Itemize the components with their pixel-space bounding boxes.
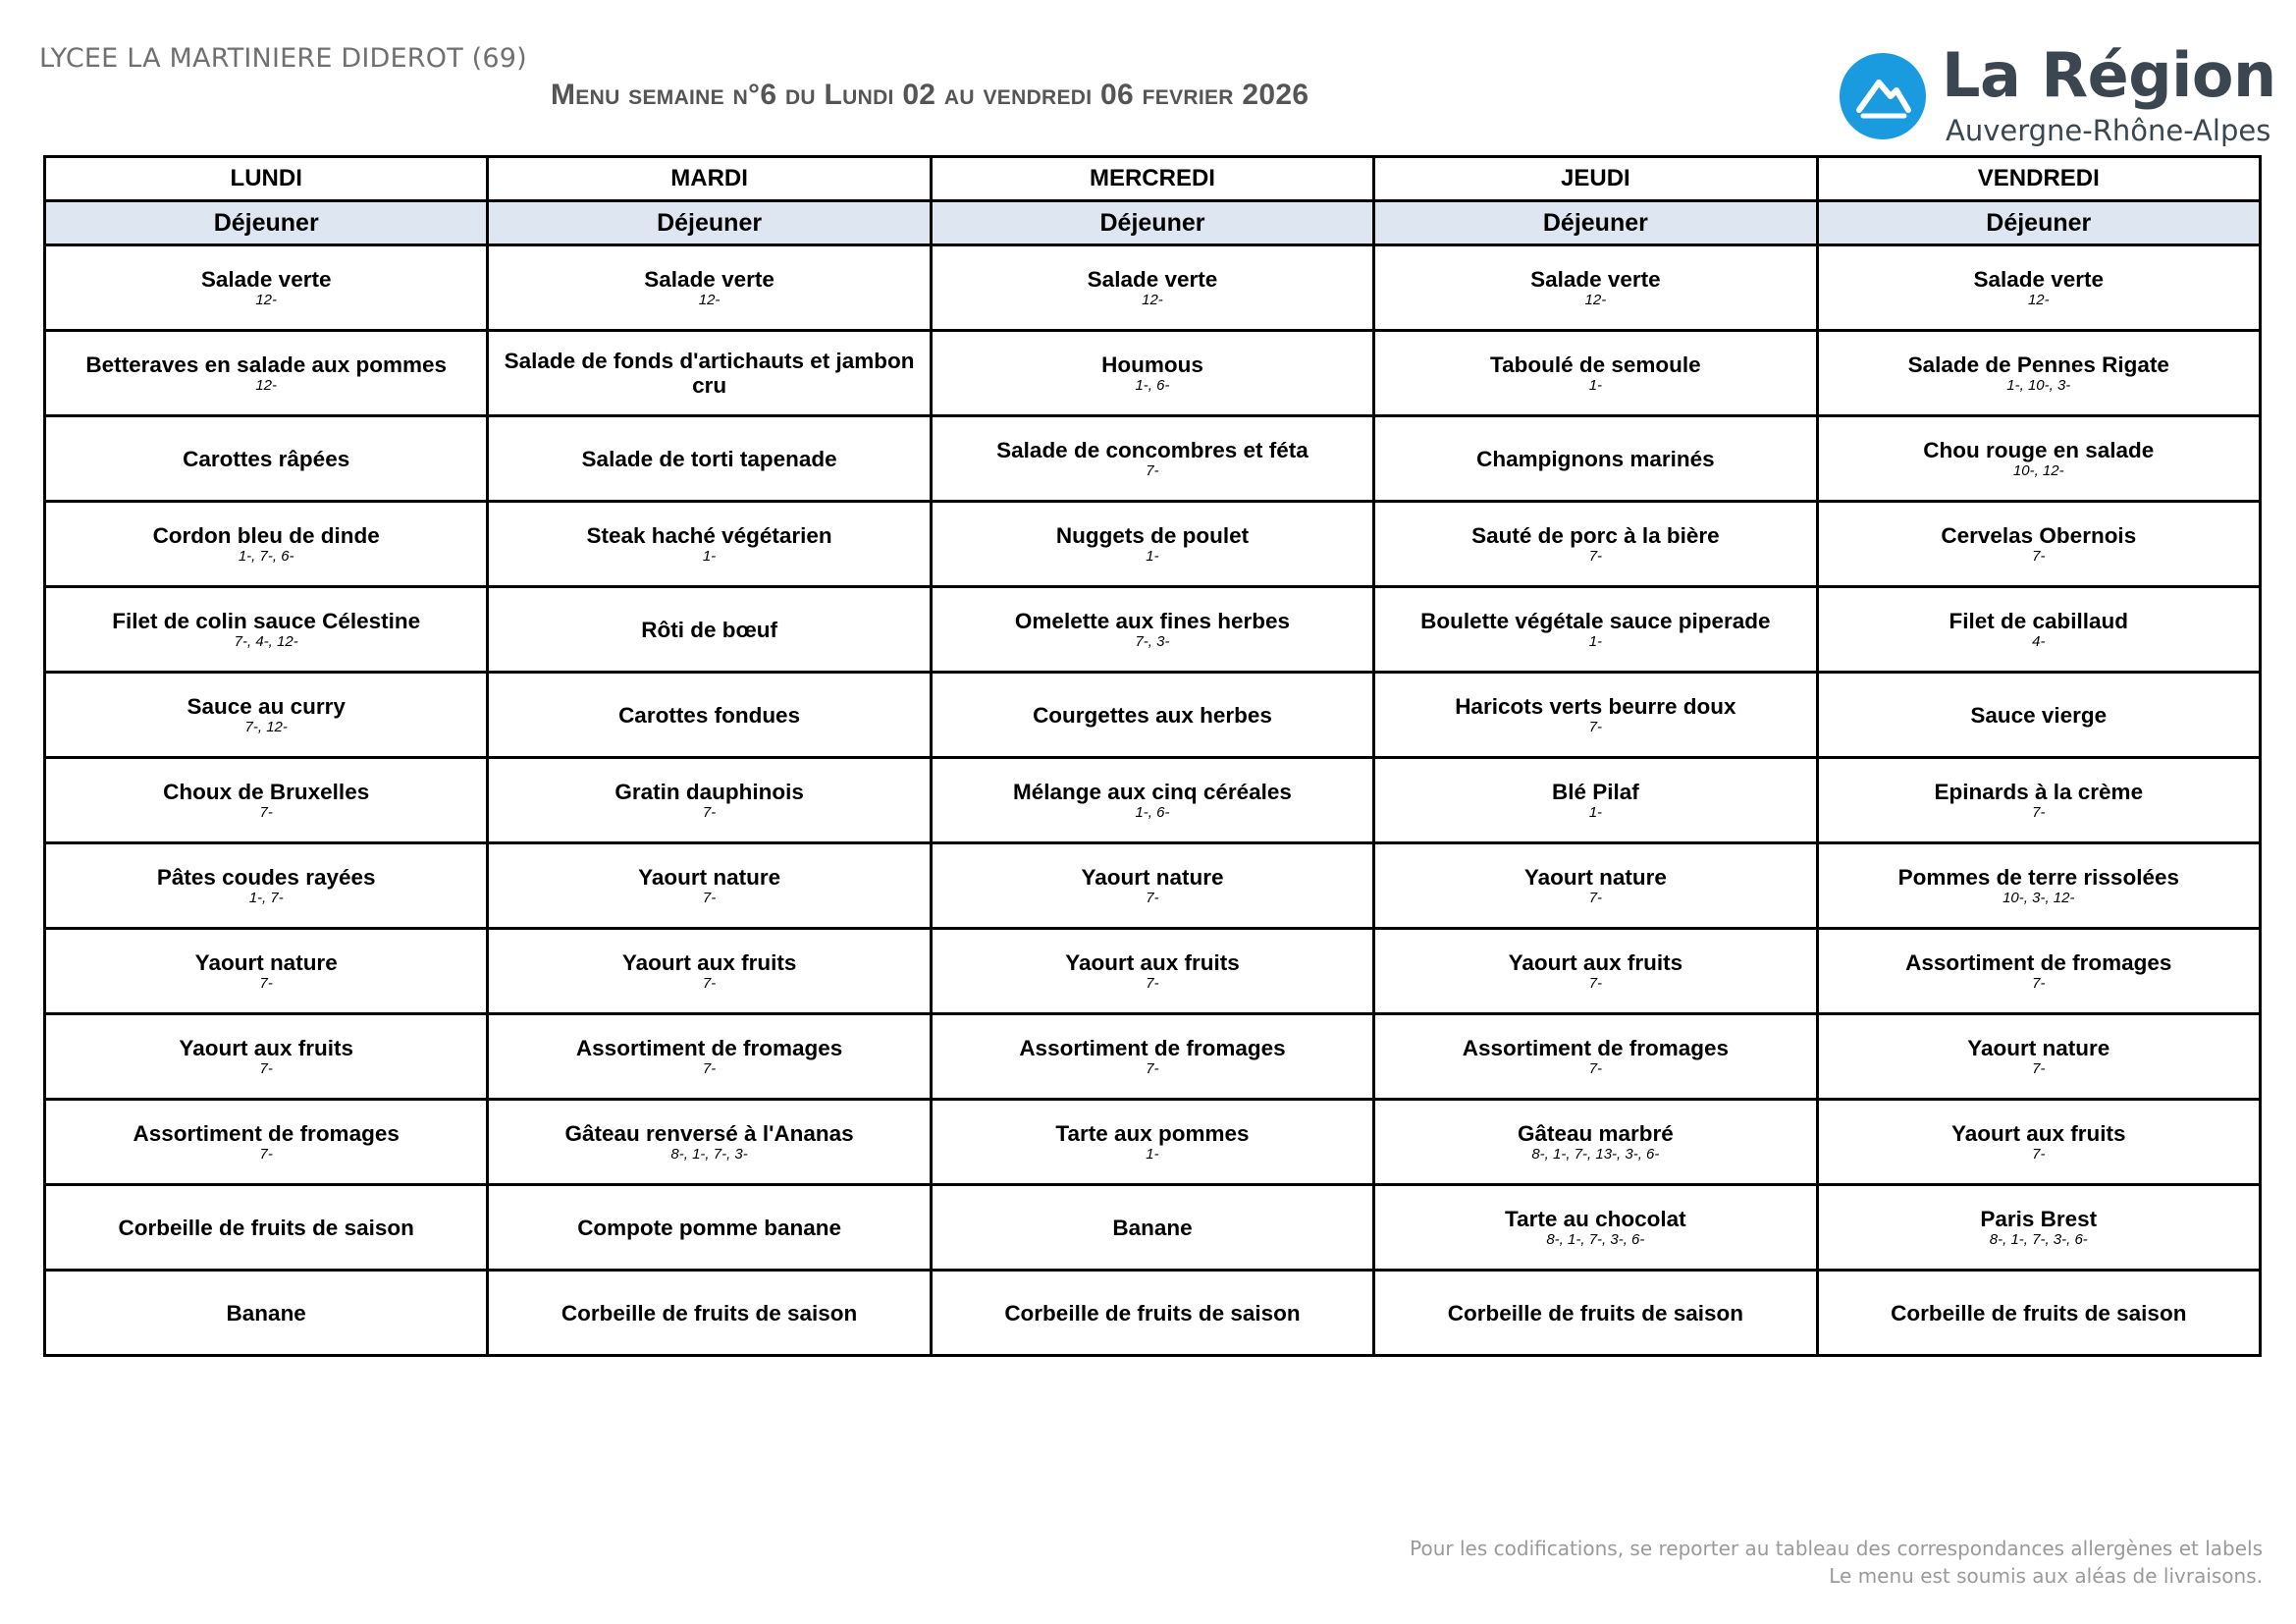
dish-name: Assortiment de fromages (133, 1121, 400, 1146)
allergen-codes: 7- (1588, 1060, 1603, 1077)
dish-row (45, 673, 2261, 758)
dish-name: Assortiment de fromages (1905, 950, 2172, 975)
dish-cell (488, 245, 931, 331)
dish-cell (931, 929, 1373, 1014)
day-header-row (45, 157, 2261, 201)
footer-line-deliveries: Le menu est soumis aux aléas de livraisons. (1829, 1564, 2263, 1588)
dish-cell (931, 416, 1373, 502)
dish-name: Haricots verts beurre doux (1455, 694, 1736, 719)
dish-cell (931, 1014, 1373, 1100)
dish-name: Banane (226, 1300, 306, 1326)
dish-cell (1374, 502, 1817, 587)
dish-name: Salade de Pennes Rigate (1907, 352, 2169, 377)
dish-row (45, 587, 2261, 673)
dish-cell (931, 758, 1373, 843)
dish-name: Pommes de terre rissolées (1897, 865, 2179, 890)
allergen-codes: 8-, 1-, 7-, 3- (670, 1146, 748, 1163)
dish-name: Salade verte (644, 267, 774, 292)
allergen-codes: 1- (1588, 633, 1603, 650)
dish-name: Salade de torti tapenade (581, 446, 837, 471)
dish-cell (1817, 929, 2260, 1014)
allergen-codes: 7- (1588, 890, 1603, 906)
dish-row (45, 1100, 2261, 1185)
dish-name: Corbeille de fruits de saison (1004, 1300, 1301, 1326)
allergen-codes: 1- (702, 548, 717, 565)
allergen-codes: 7- (702, 804, 717, 821)
footer-note (1410, 1535, 2263, 1590)
dish-cell (45, 587, 488, 673)
dish-cell (1374, 843, 1817, 929)
allergen-codes: 7- (1588, 975, 1603, 992)
dish-row (45, 331, 2261, 416)
allergen-codes: 1- (1146, 548, 1159, 565)
allergen-codes: 7-, 4-, 12- (234, 633, 298, 650)
allergen-codes: 12- (698, 292, 721, 308)
dish-cell (1817, 673, 2260, 758)
allergen-codes: 8-, 1-, 7-, 3-, 6- (1989, 1231, 2088, 1248)
allergen-codes: 7- (259, 1146, 273, 1163)
meal-header: Déjeuner (1817, 201, 2260, 245)
dish-name: Boulette végétale sauce piperade (1420, 609, 1771, 633)
dish-cell (1817, 502, 2260, 587)
dish-cell (45, 416, 488, 502)
allergen-codes: 10-, 3-, 12- (2002, 890, 2075, 906)
dish-name: Yaourt nature (638, 865, 781, 890)
allergen-codes: 7- (259, 804, 273, 821)
dish-cell (931, 843, 1373, 929)
dish-cell (1374, 245, 1817, 331)
allergen-codes: 7- (1146, 462, 1159, 479)
menu-table (43, 155, 2262, 1357)
allergen-codes: 7-, 3- (1135, 633, 1170, 650)
dish-cell (1374, 1185, 1817, 1271)
allergen-codes: 12- (2027, 292, 2050, 308)
meal-header: Déjeuner (488, 201, 931, 245)
dish-cell (45, 502, 488, 587)
dish-name: Sauté de porc à la bière (1471, 523, 1720, 548)
allergen-codes: 7- (2032, 1060, 2046, 1077)
dish-cell (488, 673, 931, 758)
dish-name: Assortiment de fromages (1462, 1036, 1730, 1060)
dish-cell (45, 245, 488, 331)
allergen-codes: 7- (2032, 804, 2046, 821)
dish-cell (1374, 673, 1817, 758)
allergen-codes: 1-, 10-, 3- (2006, 377, 2071, 394)
mountain-logo-icon (1840, 53, 1926, 139)
logo-name: La Région (1942, 39, 2276, 111)
allergen-codes: 7-, 12- (244, 719, 288, 735)
dish-name: Steak haché végétarien (586, 523, 832, 548)
dish-row (45, 1271, 2261, 1356)
dish-name: Nuggets de poulet (1055, 523, 1250, 548)
dish-name: Taboulé de semoule (1490, 352, 1701, 377)
dish-name: Betteraves en salade aux pommes (85, 352, 448, 377)
dish-name: Yaourt nature (194, 950, 338, 975)
dish-cell (45, 1100, 488, 1185)
dish-cell (931, 587, 1373, 673)
dish-name: Gratin dauphinois (614, 780, 804, 804)
region-logo (1838, 39, 2276, 153)
dish-cell (1817, 758, 2260, 843)
day-header: VENDREDI (1817, 157, 2260, 201)
meal-header: Déjeuner (45, 201, 488, 245)
meal-header: Déjeuner (1374, 201, 1817, 245)
dish-name: Tarte aux pommes (1055, 1121, 1250, 1146)
meal-header: Déjeuner (931, 201, 1373, 245)
dish-name: Paris Brest (1980, 1207, 2098, 1231)
dish-name: Filet de colin sauce Célestine (112, 609, 421, 633)
dish-cell (45, 331, 488, 416)
dish-cell (45, 843, 488, 929)
dish-name: Salade verte (200, 267, 332, 292)
dish-row (45, 929, 2261, 1014)
dish-name: Yaourt nature (1523, 865, 1667, 890)
allergen-codes: 12- (1584, 292, 1607, 308)
school-name: LYCEE LA MARTINIERE DIDEROT (69) (39, 43, 527, 74)
dish-cell (1817, 245, 2260, 331)
dish-name: Assortiment de fromages (1019, 1036, 1286, 1060)
dish-cell (488, 331, 931, 416)
dish-name: Yaourt nature (1081, 865, 1224, 890)
allergen-codes: 7- (259, 975, 273, 992)
dish-name: Filet de cabillaud (1949, 609, 2129, 633)
dish-cell (931, 1100, 1373, 1185)
allergen-codes: 8-, 1-, 7-, 3-, 6- (1546, 1231, 1645, 1248)
dish-cell (488, 587, 931, 673)
dish-cell (488, 929, 931, 1014)
dish-cell (1374, 1271, 1817, 1356)
allergen-codes: 1-, 6- (1135, 804, 1170, 821)
dish-name: Carottes fondues (618, 702, 801, 728)
dish-name: Pâtes coudes rayées (156, 865, 376, 890)
dish-cell (931, 1271, 1373, 1356)
dish-cell (45, 1014, 488, 1100)
dish-name: Tarte au chocolat (1505, 1207, 1686, 1231)
dish-name: Courgettes aux herbes (1033, 702, 1272, 728)
dish-cell (488, 1271, 931, 1356)
allergen-codes: 7- (2032, 1146, 2046, 1163)
dish-cell (1374, 1014, 1817, 1100)
allergen-codes: 1- (1588, 377, 1603, 394)
dish-name: Yaourt aux fruits (1508, 950, 1683, 975)
dish-cell (931, 502, 1373, 587)
dish-name: Salade de fonds d'artichauts et jambon cru (504, 349, 915, 398)
allergen-codes: 7- (259, 1060, 273, 1077)
dish-cell (1374, 331, 1817, 416)
dish-name: Salade verte (1973, 267, 2105, 292)
dish-cell (931, 245, 1373, 331)
allergen-codes: 8-, 1-, 7-, 13-, 3-, 6- (1531, 1146, 1660, 1163)
day-header: JEUDI (1374, 157, 1817, 201)
dish-cell (488, 416, 931, 502)
dish-name: Corbeille de fruits de saison (561, 1300, 858, 1326)
dish-name: Champignons marinés (1476, 446, 1715, 471)
dish-name: Omelette aux fines herbes (1014, 609, 1291, 633)
dish-name: Epinards à la crème (1934, 780, 2144, 804)
dish-cell (1374, 929, 1817, 1014)
logo-subtitle: Auvergne-Rhône-Alpes (1946, 114, 2271, 147)
allergen-codes: 7- (702, 1060, 717, 1077)
dish-name: Choux de Bruxelles (163, 780, 370, 804)
dish-cell (488, 1185, 931, 1271)
dish-cell (488, 1014, 931, 1100)
allergen-codes: 12- (1142, 292, 1163, 308)
footer-line-allergens: Pour les codifications, se reporter au tableau des correspondances allergènes et labels (1410, 1537, 2263, 1560)
allergen-codes: 7- (1588, 548, 1603, 565)
dish-name: Corbeille de fruits de saison (1447, 1300, 1744, 1326)
meal-header-row (45, 201, 2261, 245)
dish-name: Yaourt nature (1967, 1036, 2110, 1060)
dish-name: Sauce au curry (187, 694, 346, 719)
menu-body (45, 245, 2261, 1356)
allergen-codes: 10-, 12- (2012, 462, 2064, 479)
dish-name: Chou rouge en salade (1923, 438, 2155, 462)
day-header: MERCREDI (931, 157, 1373, 201)
dish-cell (488, 758, 931, 843)
dish-cell (488, 843, 931, 929)
dish-name: Sauce vierge (1970, 702, 2108, 728)
dish-cell (488, 502, 931, 587)
dish-name: Corbeille de fruits de saison (118, 1215, 414, 1240)
dish-name: Salade de concombres et féta (996, 438, 1308, 462)
dish-name: Salade verte (1087, 267, 1218, 292)
dish-row (45, 758, 2261, 843)
allergen-codes: 4- (2032, 633, 2046, 650)
dish-name: Cervelas Obernois (1941, 523, 2137, 548)
dish-cell (1817, 1185, 2260, 1271)
dish-cell (1374, 587, 1817, 673)
dish-name: Yaourt aux fruits (179, 1036, 353, 1060)
dish-cell (45, 1185, 488, 1271)
dish-row (45, 843, 2261, 929)
dish-row (45, 416, 2261, 502)
allergen-codes: 12- (255, 377, 278, 394)
dish-cell (1817, 1014, 2260, 1100)
dish-name: Gâteau renversé à l'Ananas (564, 1121, 854, 1146)
dish-name: Assortiment de fromages (575, 1036, 843, 1060)
dish-row (45, 502, 2261, 587)
menu-title: Menu semaine n°6 du Lundi 02 au vendredi 06 fevrier 2026 (551, 79, 1309, 111)
dish-name: Gâteau marbré (1517, 1121, 1674, 1146)
allergen-codes: 7- (2032, 548, 2046, 565)
dish-cell (1817, 587, 2260, 673)
allergen-codes: 1- (1588, 804, 1603, 821)
dish-cell (931, 331, 1373, 416)
dish-name: Mélange aux cinq céréales (1013, 780, 1292, 804)
dish-cell (45, 673, 488, 758)
allergen-codes: 7- (1146, 975, 1159, 992)
dish-name: Yaourt aux fruits (1951, 1121, 2126, 1146)
dish-name: Yaourt aux fruits (621, 950, 797, 975)
dish-name: Blé Pilaf (1551, 780, 1639, 804)
dish-cell (1817, 1100, 2260, 1185)
allergen-codes: 7- (2032, 975, 2046, 992)
dish-cell (45, 929, 488, 1014)
allergen-codes: 7- (1588, 719, 1603, 735)
dish-name: Cordon bleu de dinde (152, 523, 380, 548)
dish-name: Carottes râpées (183, 446, 350, 471)
dish-name: Rôti de bœuf (641, 617, 777, 642)
dish-cell (1374, 1100, 1817, 1185)
dish-name: Banane (1112, 1215, 1193, 1240)
day-header: LUNDI (45, 157, 488, 201)
dish-row (45, 1014, 2261, 1100)
dish-cell (1817, 331, 2260, 416)
allergen-codes: 1-, 7- (248, 890, 284, 906)
allergen-codes: 1-, 6- (1135, 377, 1170, 394)
allergen-codes: 7- (1146, 1060, 1159, 1077)
dish-cell (1817, 1271, 2260, 1356)
allergen-codes: 1- (1146, 1146, 1159, 1163)
day-header: MARDI (488, 157, 931, 201)
dish-cell (931, 1185, 1373, 1271)
dish-row (45, 245, 2261, 331)
dish-name: Compote pomme banane (577, 1215, 841, 1240)
dish-cell (45, 1271, 488, 1356)
allergen-codes: 7- (702, 890, 717, 906)
dish-name: Corbeille de fruits de saison (1891, 1300, 2187, 1326)
dish-cell (931, 673, 1373, 758)
dish-cell (488, 1100, 931, 1185)
dish-name: Yaourt aux fruits (1065, 950, 1240, 975)
dish-cell (45, 758, 488, 843)
dish-cell (1374, 416, 1817, 502)
allergen-codes: 7- (702, 975, 717, 992)
dish-name: Houmous (1101, 352, 1203, 377)
allergen-codes: 1-, 7-, 6- (238, 548, 294, 565)
dish-cell (1817, 416, 2260, 502)
allergen-codes: 12- (255, 292, 278, 308)
dish-cell (1817, 843, 2260, 929)
allergen-codes: 7- (1146, 890, 1159, 906)
dish-row (45, 1185, 2261, 1271)
dish-name: Salade verte (1530, 267, 1661, 292)
dish-cell (1374, 758, 1817, 843)
